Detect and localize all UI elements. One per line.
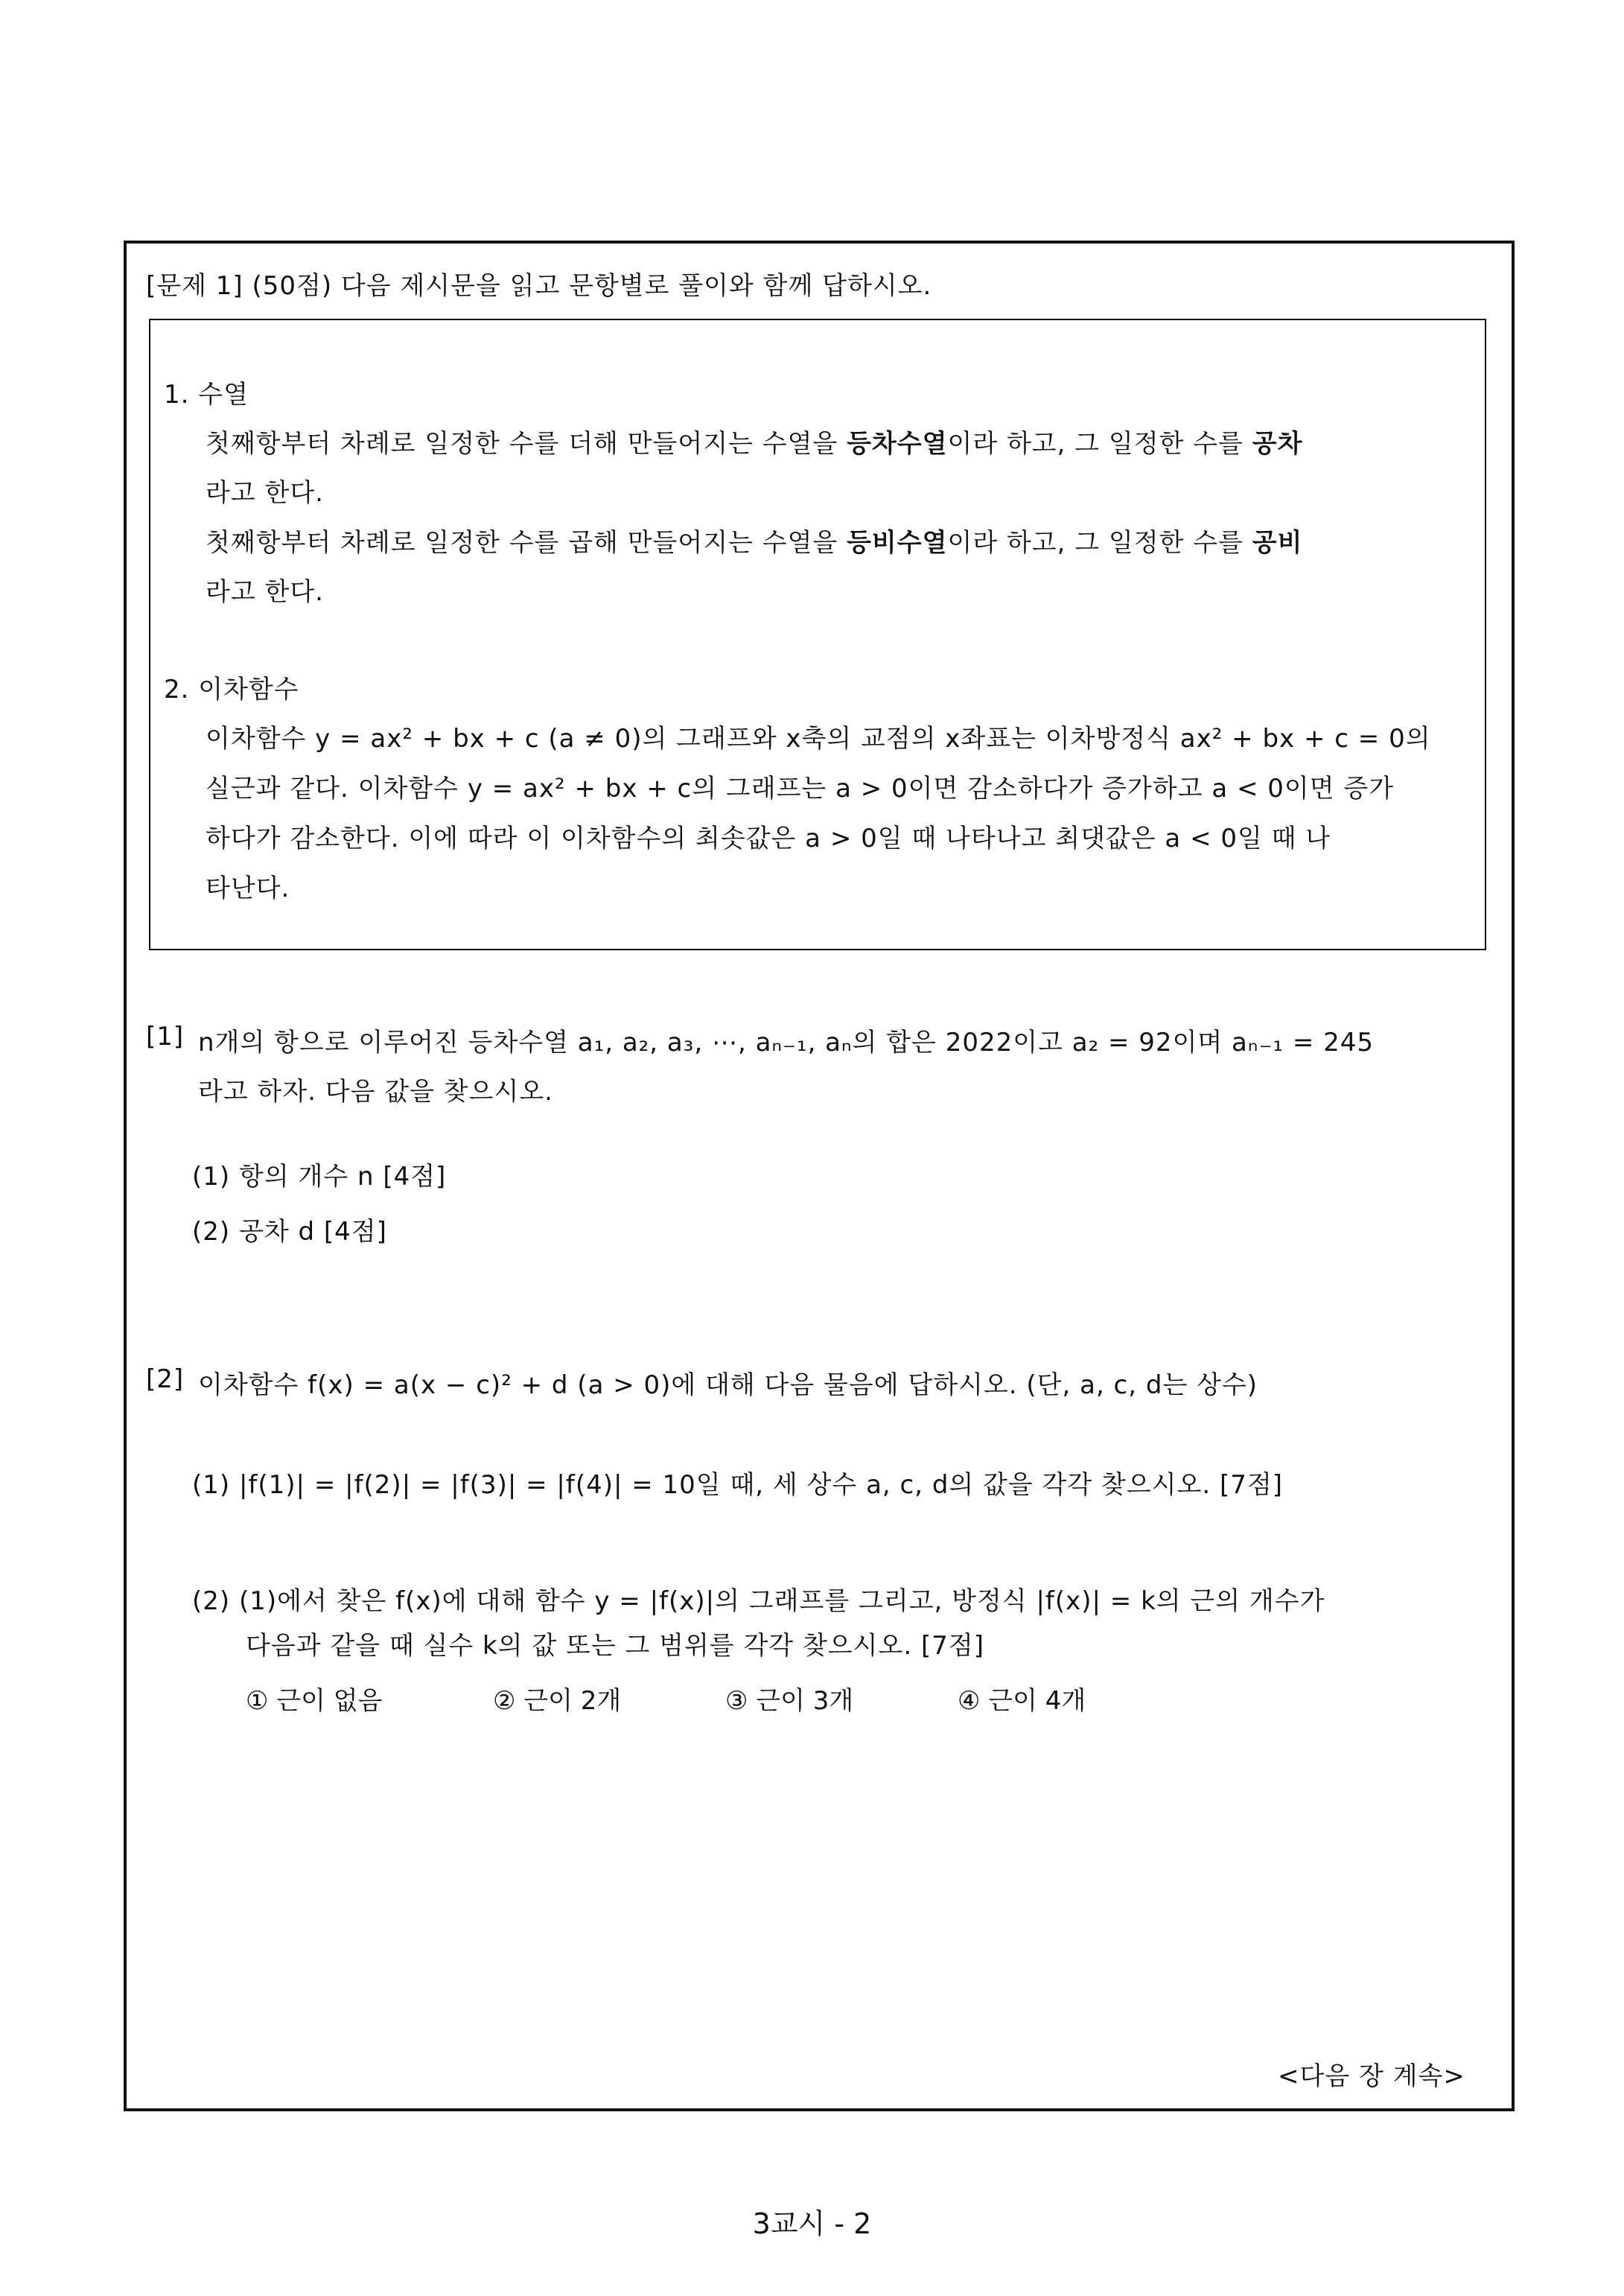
term-geometric-sequence: 등비수열 (847, 528, 948, 558)
choice-3: ③ 근이 3개 (725, 1686, 854, 1716)
passage-s1-line-1: 첫째항부터 차례로 일정한 수를 더해 만들어지는 수열을 등차수열이라 하고, 그 일정한 수를 공차 (206, 429, 1303, 459)
problem-points: (50점) (252, 271, 333, 301)
question-1-line-2: 라고 하자. 다음 값을 찾으시오. (198, 1077, 553, 1107)
question-2-line-1: 이차함수 f(x) = a(x − c)² + d (a > 0)에 대해 다음 물음에 답하시오. (단, a, c, d는 상수) (198, 1370, 1258, 1400)
passage-box (149, 319, 1486, 950)
passage-section-1-title: 1. 수열 (164, 380, 249, 410)
passage-s1-line-3: 첫째항부터 차례로 일정한 수를 곱해 만들어지는 수열을 등비수열이라 하고, 그 일정한 수를 공비 (206, 528, 1303, 558)
problem-label: [문제 1] (146, 271, 243, 301)
term-arithmetic-sequence: 등차수열 (847, 429, 948, 459)
term-common-difference: 공차 (1252, 429, 1303, 459)
choice-2: ② 근이 2개 (493, 1686, 622, 1716)
choice-4: ④ 근이 4개 (958, 1686, 1086, 1716)
question-2-label: [2] (146, 1364, 185, 1394)
passage-s2-line-3: 하다가 감소한다. 이에 따라 이 이차함수의 최솟값은 a > 0일 때 나타나고 최댓값은 a < 0일 때 나 (206, 824, 1331, 853)
passage-s1-line-2: 라고 한다. (206, 478, 324, 508)
continue-note: <다음 장 계속> (1278, 2061, 1465, 2091)
choice-1: ① 근이 없음 (246, 1686, 383, 1716)
passage-section-2-title: 2. 이차함수 (164, 675, 299, 705)
question-1-line-1: n개의 항으로 이루어진 등차수열 a₁, a₂, a₃, ⋯, aₙ₋₁, aₙ의 합은 2022이고 a₂ = 92이며 aₙ₋₁ = 245 (198, 1028, 1375, 1058)
question-2-sub-2-line-2: 다음과 같을 때 실수 k의 값 또는 그 범위를 각각 찾으시오. [7점] (246, 1631, 984, 1661)
question-1-sub-1: (1) 항의 개수 n [4점] (192, 1162, 447, 1192)
passage-s2-line-2: 실근과 같다. 이차함수 y = ax² + bx + c의 그래프는 a > 0이면 감소하다가 증가하고 a < 0이면 증가 (206, 774, 1395, 804)
passage-s1-line-4: 라고 한다. (206, 577, 324, 607)
passage-s2-line-4: 타난다. (206, 874, 290, 903)
question-2-sub-2-line-1: (2) (1)에서 찾은 f(x)에 대해 함수 y = |f(x)|의 그래프를 그리고, 방정식 |f(x)| = k의 근의 개수가 (192, 1586, 1325, 1616)
question-1-sub-2: (2) 공차 d [4점] (192, 1217, 387, 1247)
passage-s2-line-1: 이차함수 y = ax² + bx + c (a ≠ 0)의 그래프와 x축의 교점의 x좌표는 이차방정식 ax² + bx + c = 0의 (206, 724, 1431, 754)
term-common-ratio: 공비 (1252, 528, 1303, 558)
question-2-sub-1: (1) |f(1)| = |f(2)| = |f(3)| = |f(4)| = 10일 때, 세 상수 a, c, d의 값을 각각 찾으시오. [7점] (192, 1470, 1284, 1500)
problem-header (146, 265, 932, 302)
question-1-label: [1] (146, 1022, 185, 1052)
problem-instruction: 다음 제시문을 읽고 문항별로 풀이와 함께 답하시오. (340, 271, 932, 301)
page-footer: 3교시 - 2 (752, 2207, 872, 2240)
